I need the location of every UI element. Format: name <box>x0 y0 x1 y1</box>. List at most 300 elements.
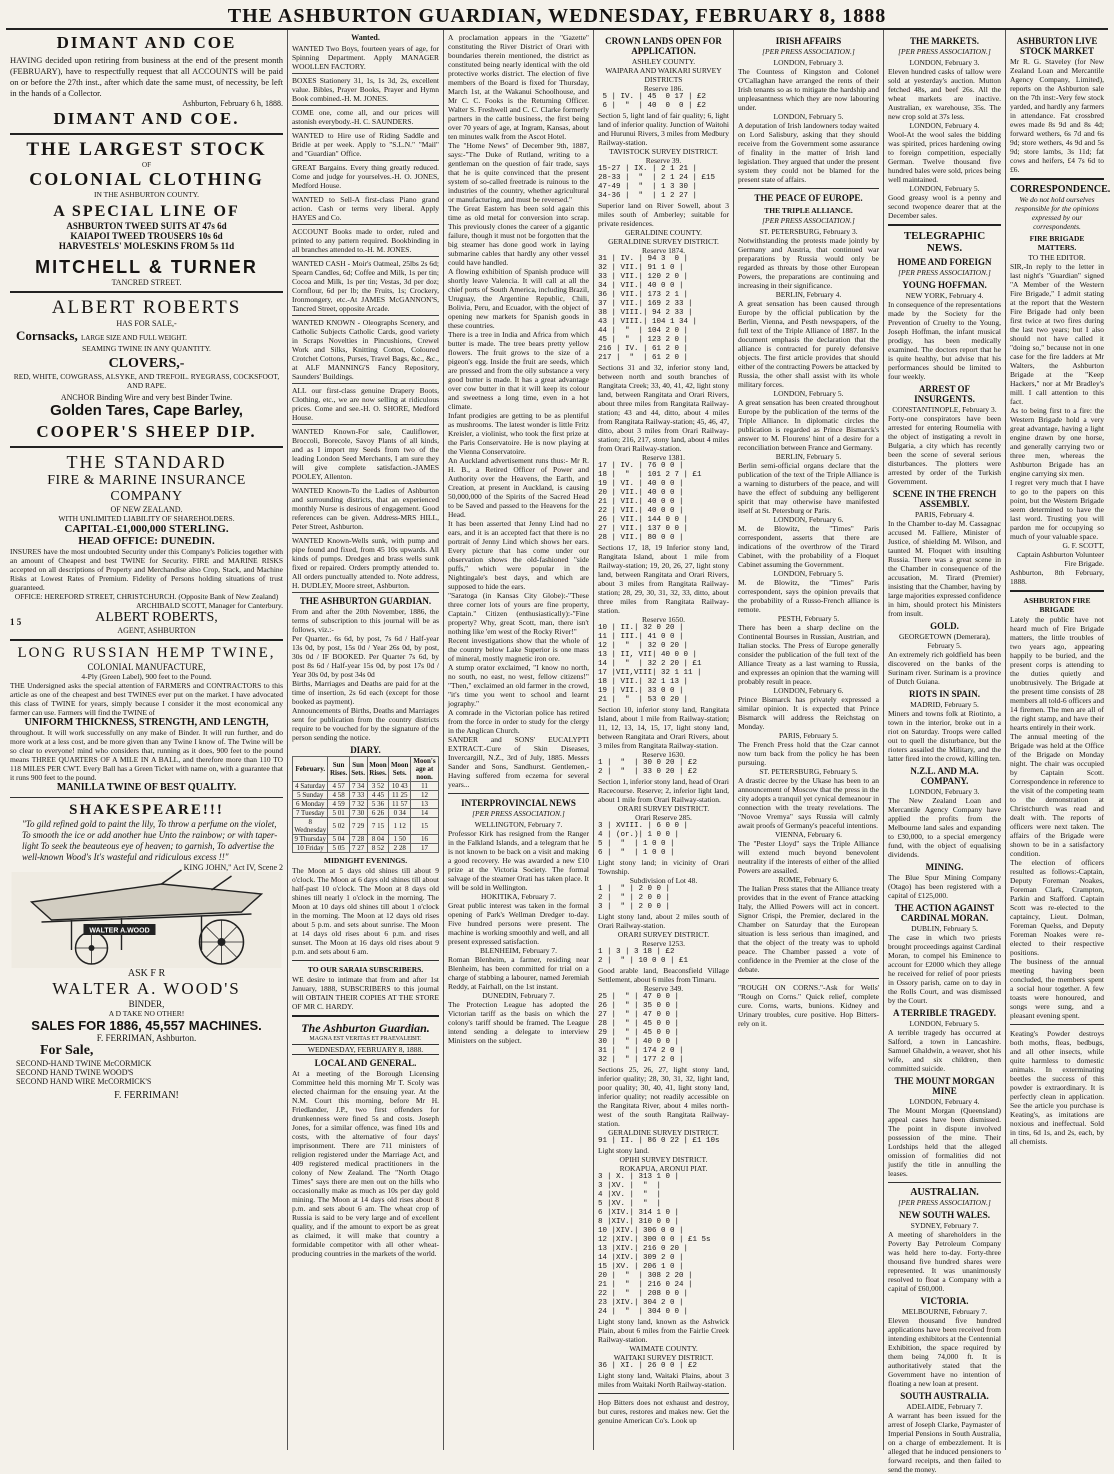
of-label: OF <box>142 160 151 169</box>
news-p16: Roman Blenheim, a farmer, residing near Blenheim, has been committed for trial on a charge of stabbing a labourer, named Jeremiah Reddy, at Fairhall, on the 1st instant. <box>448 955 589 991</box>
dateline-berlin: BERLIN, February 4. <box>775 290 842 299</box>
wanted-heading: Wanted. <box>351 33 380 42</box>
ask-for: ASK F R <box>127 967 166 979</box>
victoria-p15: Eleven thousand five hundred applications have been received from intending exhibitors at the Centennial Exhibition, the space required by them being 74,000 ft. It is authoritatively stated that the Government have no intention of floating a new loan at present. <box>888 1316 1001 1388</box>
of-new-zealand: OF NEW ZEALAND. <box>110 504 183 514</box>
diary-cell: 11 25 <box>389 791 411 800</box>
sa-p16: A warrant has been issued for the arrest of Joseph Clarke, Paymaster of Imperial Pensions in South Australia, on a charge of embezzlement. It is alleged that he induced pensioners to forward receipts, and then failed to send the money. <box>888 1411 1001 1474</box>
ad-oleographs: WANTED KNOWN - Oleographs Scenery, and Catholic Subjects Catholic Cards, good variety in Scraps Novelties in Pincushions, Crewel Work and Silks, Knitting Cotton, Coloured Crotchet Cottons, Purses, Travel Bags, &c., &c., at ALF MANNING'S Fancy Repository, Saunders' Buildings. <box>292 316 439 384</box>
dateline-madrid: MADRID, February 5. <box>910 700 979 709</box>
second-hand-1: SECOND-HAND TWINE McCORMICK <box>16 1058 152 1068</box>
nsw-heading: NEW SOUTH WALES. <box>899 1210 990 1220</box>
diary-cell: 11 <box>411 782 439 791</box>
afb-heading: ASHBURTON FIRE BRIGADE <box>1023 596 1091 614</box>
dateline-dunedin: DUNEDIN, February 7. <box>482 991 555 1000</box>
moran-heading: THE ACTION AGAINST CARDINAL MORAN. <box>894 903 995 923</box>
column-advertisements <box>6 30 288 1450</box>
albert-roberts-agent: ALBERT ROBERTS, <box>95 609 218 625</box>
geraldine-district: GERALDINE SURVEY DISTRICT. <box>608 237 719 246</box>
diary-cell: 7 27 <box>349 844 367 853</box>
nsw-p14: A meeting of shareholders in the Poverty Bay Petroleum Company was held here to-day. Forty-three thousand five hundred shares were represented. It was unanimously resolved to float a Company with a capital of £60,000. <box>888 1230 1001 1293</box>
manilla-twine: MANILLA TWINE OF BEST QUALITY. <box>56 781 237 793</box>
reserve-349: Reserve 349. <box>643 984 684 993</box>
uniform-thickness: UNIFORM THICKNESS, STRENGTH, AND LENGTH, <box>24 716 269 728</box>
diary-table <box>292 756 439 853</box>
cornsacks: Cornsacks, <box>16 327 78 343</box>
diary-row <box>293 782 439 791</box>
rough-on-corns-ad: "ROUGH ON CORNS."-Ask for Wells' "Rough on Corns." Quick relief, complete cure. Corns, warts, bunions. Kidney and Urinary troubles, cure positive. Hop Bitters-rely on it. <box>738 983 879 1028</box>
diary-cell: 10 Friday <box>293 844 328 853</box>
section-note-12: Light stony land, known as the Ashwick Plain, about 6 miles from the Fairlie Creek Railway-station. <box>598 1317 729 1344</box>
moleskins: HARVESTELS' MOLESKINS FROM 5s 11d <box>58 240 235 251</box>
dateline-adelaide: ADELAIDE, February 7. <box>906 1402 983 1411</box>
diary-row <box>293 809 439 818</box>
dateline-london-4: LONDON, February 6. <box>773 515 844 524</box>
ply-label: 4-Ply (Green Label), 900 feet to the Pound. <box>81 671 212 681</box>
column-european-news <box>734 30 884 1450</box>
markets-p1: Eleven hundred casks of tallow were sold at yesterday's auction. Mutton fetched 48s, and beef 26s. All the wheat markets are inactive. Australian, ex warehouse, 35s. The new crop sold at 37s less. <box>888 67 1001 121</box>
peace-p7: M. de Blowitz, the "Times" Paris correspondent, asserts that there are indications of the overthrow of the Tirard Cabinet, with the probability of a Floquet Cabinet assuming the Government. <box>738 524 879 569</box>
reserve-table-1: 5 | IV. | 45 0 17 | £2 6 | " | 40 0 0 | £2 <box>602 93 707 110</box>
diary-heading: DIARY. <box>350 745 381 755</box>
ad-piano: WANTED to Sell-A first-class Piano grand action. Cash or terms very liberal. Apply HAYES and Co. <box>292 193 439 225</box>
sa-heading: SOUTH AUSTRALIA. <box>900 1391 989 1401</box>
dateline-dublin: DUBLIN, February 5. <box>911 924 978 933</box>
diary-cell: 1 50 <box>389 835 411 844</box>
dateline-london-1: LONDON, February 3. <box>773 58 844 67</box>
subscription-rates: Per Quarter.. 6s 6d, by post, 7s 6d / Half-year 13s 0d, by post, 15s 0d / Year 26s 0d, by post, 30s 0d / IF BOOKED. Per Quarter 7s 6d, by post 8s 6d / Half-year 15s 0d, by post 17s 0d / Year 30s 0d, by post 34s 0d <box>292 634 439 679</box>
ad-number: 1 5 <box>10 617 22 627</box>
mount-morgan-p13: The Mount Morgan (Queensland) appeal cases have been dismissed. The point in dispute involved possession of the mine. Their Lordships held that the alleged omission of formalities did not justify the title in annulling the leases. <box>888 1106 1001 1178</box>
ad-account-books: ACCOUNT Books made to order, ruled and printed to any pattern required. Bookbinding in all branches attended to.-H. M. JONES. <box>292 225 439 257</box>
markets-heading: THE MARKETS. <box>909 36 979 46</box>
dateline-london-3: LONDON, February 5. <box>773 389 844 398</box>
ad-great-bargains: GREAT Bargains. Every thing greatly reduced. Come and judge for yourselves.-H. O. JONES, Medford House. <box>292 161 439 193</box>
waitaki-district: WAITAKI SURVEY DISTRICT. <box>613 1353 714 1362</box>
diary-cell: 12 <box>411 791 439 800</box>
dateline-vienna: VIENNA, February 6. <box>774 830 843 839</box>
livestock-p1: Mr R. G. Staveley (for New Zealand Loan and Mercantile Agency Company, Limited), reports on the Ashburton sale on the 7th inst:-Very few stock yarded, and hardly any farmers in attendance. Fat crossbred ewes made 8s 9d and 8s 4d; forward wethers, 6s 7d and 6s 9d; store wethers, 4s 9d and 5s 9d; store lambs, 3s 11d; fat cows and heifers, £4 7s 6d to £6. <box>1010 57 1104 174</box>
ferriman: F. FERRIMAN, Ashburton. <box>96 1032 197 1043</box>
ferriman-sign: F. FERRIMAN! <box>114 1089 179 1101</box>
peace-p12: A drastic decree by the Ukase has been to an announcement of Moscow that the press in the city adopts a tranquil yet cynical demeanour in connection with the treaty revelations. The "Novoe Vremya" says Russia will calmly await proofs of Germany's peaceful intentions. <box>738 776 879 830</box>
diary-cell: 5 Sunday <box>293 791 328 800</box>
agent-ashburton: AGENT, ASHBURTON <box>117 625 196 635</box>
section-note-9: Good arable land, Beaconsfield Village Settlement, about 6 miles from Timaru. <box>598 966 729 984</box>
archibald-scott: ARCHIBALD SCOTT, Manager for Canterbury. <box>136 600 283 610</box>
column-wanted <box>288 30 444 1450</box>
ad-nurse: WANTED Known-To the Ladies of Ashburton and surrounding districts, that an experienced monthly Nurse is desirous of engagement. Good references can be given. Address-MRS HILL, Peter Street, Ashburton. <box>292 484 439 534</box>
local-general-text: At a meeting of the Borough Licensing Committee held this morning Mr T. Scoly was elected chairman for the ensuing year. At the N.M. Court this morning, before Mr H. Friedlander, J.P., two first offenders for drunkenness were fined 5s and costs. Joseph Jones, for a similar offence, was fined 10s and costs, with the alternative of four days' imprisonment. There are 711 ministers of religion registered under the Marriage Act, and 409 registered medical practitioners in the colony of New Zealand. The "North Otago Times" says there are men out on the hills who occasionally make as much as 10s per day gold mining. The Moon at 14 days old rises about 8 p.m. and sets about 6 am. The wheat crop of Russia is said to be very large and of excellent quality, and if the amount to export be as great as claimed, it will make that country a formidable competitor with all other wheat-producing countries in the markets of the world. <box>292 1069 439 1258</box>
ad-wells: WANTED Known-Wells sunk, with pump and pipe found and fixed, from 45 10s upwards. All kinds of pumps. Dredges and brass wells sunk fixed or repaired. Orders promptly attended to. All orders punctually attended to. Note address, H. DUDLEY, Moore street, Ashburton. <box>292 534 439 593</box>
peace-p4: A great sensation has been caused through Europe by the official publication by the Berlin, Vienna, and Pesth newspapers, of the full text of the Triple Alliance of 1887. In the document emphasis the declaration that the alliance is contracted for purely defensive objects. The first article provides that should either of the contracting Powers be attacked by Russia, the other shall assist with its whole military forces. <box>738 299 879 389</box>
correspondence-note: We do not hold ourselves responsible for the opinions expressed by our correspondents. <box>1015 195 1099 231</box>
unlimited-liability: WITH UNLIMITED LIABILITY OF SHAREHOLDERS. <box>58 513 235 523</box>
scene-p6: In the Chamber to-day M. Cassagnac accused M. Falliere, Minister of Justice, of shielding M. Wilson, and taunted M. Floquet with insulting Russia. There was a great scene in the Chamber in consequence of the accusation, M. Tirard (Premier) insisting that the Chamber, having by large majorities expressed confidence in him, should protect his Ministers from insult. <box>888 519 1001 618</box>
notices-text: Births, Marriages and Deaths are paid for at the time of insertion, 2s 6d each (except for those booked as payment). <box>292 679 439 706</box>
dateline-berlin-2: BERLIN, February 5. <box>775 452 842 461</box>
diary-cell: 7 33 <box>349 791 367 800</box>
golden-tares: Golden Tares, Cape Barley, <box>50 401 243 419</box>
orari-district-2: ORARI SURVEY DISTRICT. <box>617 930 710 939</box>
fire-marine-heading: FIRE & MARINE INSURANCE COMPANY <box>47 472 246 504</box>
peace-p10: Prince Bismarck has privately expressed a similar opinion. It is expected that Prince Bismarck will address the Reichstag on Monday. <box>738 695 879 731</box>
news-p14: Professor Kirk has resigned from the Ranger in the Falkland Islands, and a telegram that he is not known to be back on a visit and making a good recovery. He was awarded a new £10 prize at the Victoria Society. The formal salvage of the steamer Orati has taken place. It will be sold in Wellington. <box>448 829 589 892</box>
reserve-table-13: 36 | XI. | 26 0 0 | £2 <box>598 1362 698 1370</box>
insurance-notice: INSURES have the most undoubted Security under this Company's Policies together with an amount of Cheapest and best TWINE for Security. FIRE and MARINE RISKS accepted on all descriptions of Property and Merchandise also Crop, Stack, and Machine Risks at Lowest Rates of Premium. Fidelity of Persons holding situations of trust guaranteed. <box>10 546 283 592</box>
standard-heading: THE STANDARD <box>66 451 227 472</box>
irish-p1: The Countess of Kingston and Colonel O'Callaghan have arranged the rents of their Irish tenants so as to mitigate the hardship and unpleasantness which they are now labouring under. <box>738 67 879 112</box>
dimant-date: Ashburton, February 6 h, 1888. <box>182 99 283 108</box>
dateline-london-mm: LONDON, February 4. <box>909 1097 980 1106</box>
diary-cell: 8 52 <box>367 844 389 853</box>
diary-column-header: February. <box>293 757 328 782</box>
reserve-285: Orari Reserve 285. <box>635 813 692 822</box>
diary-row <box>293 818 439 835</box>
interprovincial-sub: [PER PRESS ASSOCIATION.] <box>472 809 565 818</box>
mitchell-turner: MITCHELL & TURNER <box>35 256 258 277</box>
diary-cell: 14 <box>411 809 439 818</box>
news-p7: An Auckland advertisement runs thus:- Mr R. H. B., a Retired Officer of Power and Authority over the Heavens, the Earth, and Creation, at present in Auckland, is causing 50,000,000 of the Spirits of the Sacred Head to be Saved and passed to the Heavens for the Head. <box>448 456 589 519</box>
peace-p3: Notwithstanding the protests made jointly by Germany and Austria, that continued war preparations by Russia would only be regarded as threats by those other European Powers, the preparations are continuing and increasing in their significance. <box>738 236 879 290</box>
peace-p5: A great sensation has been created throughout Europe by the publication of the terms of the Triple Alliance. In diplomatic circles the publication is regarded as Prince Bismarck's answer to M. Flourens' hint of a desire for a reconciliation between France and Germany. <box>738 398 879 452</box>
mining-p10: The Blue Spur Mining Company (Otago) has been registered with a capital of £125,000. <box>888 873 1001 900</box>
cornsacks-sub: LARGE SIZE AND FULL WEIGHT. <box>81 333 187 342</box>
letter-p4: I regret very much that I have to go to the papers on this point, but the Western Brigade seem determined to have the last word. Trusting you will pardon me for occupying so much of your valuable space. <box>1010 478 1104 541</box>
section-note-10: Sections 25, 26, 27, light stony land, inferior quality; 28, 30, 31, 32, light land, poor quality; 30, 40, 41, light stony land, inferior quality; not readily accessible on the Rangitata River, about 4 miles north-west of the south Rangitata Railway-station. <box>598 1065 729 1128</box>
clovers-list: RED, WHITE, COWGRASS, ALSYKE, AND TREFOIL. RYEGRASS, COCKSFOOT, AND RAPE. <box>13 371 280 390</box>
dateline-london-5: LONDON, February 5. <box>773 569 844 578</box>
letter-signature: G. F. SCOTT, <box>1062 541 1104 550</box>
tweed-suits: ASHBURTON TWEED SUITS AT 47s 6d <box>66 220 227 231</box>
peace-p14: The Italian Press states that the Alliance treaty provides that in the event of France attacking Italy, the Allied Powers will act in concert. Signor Crispi, the Premier, declared in the Chamber on Saturday that the European situation is less serious than imagined, and that the object of the treaty was to uphold peace. The Chamber passed a vote of confidence in the Premier at the close of the debate. <box>738 884 879 974</box>
mount-morgan-heading: THE MOUNT MORGAN MINE <box>894 1076 995 1096</box>
moran-p11: The case in which two priests brought proceedings against Cardinal Moran, to compel his Eminence to account for £2000 which they allege he received for relief of poor priests in Ossory parish, came on to day in the Rolls Court, and was dismissed by the Court. <box>888 933 1001 1005</box>
dateline-hokitika: HOKITIKA, February 7. <box>481 892 556 901</box>
reserve-table-5: 10 | II.| 32 0 20 | 11 | III.| 41 0 0 | 12 | " | 32 0 20 | 13 | II, VII| 40 0 0 | 14 | " | 32 2 20 | £1 17 |VII,VIII| 32 1 11 | 18 | VII.| 32 1 13 | 19 | VII.| 33 0 0 | 21 | " | 53 0 20 | <box>598 624 702 704</box>
diary-cell: 5 36 <box>367 800 389 809</box>
dateline-pesth: PESTH, February 5. <box>777 614 840 623</box>
news-p15: Great public interest was taken in the formal opening of Park's Wellman Dredger to-day. Five hundred persons were present. The machine is working smoothly and well, and all present expressed satisfaction. <box>448 901 589 946</box>
for-sale: For Sale, <box>40 1042 94 1058</box>
paper-date: WEDNESDAY, FEBRUARY 8, 1888. <box>292 1044 439 1055</box>
ashley-county: ASHLEY COUNTY. <box>631 57 696 66</box>
news-p8: It has been asserted that Jenny Lind had no ears, and it is an accepted fact that there is no portrait of Jenny Lind which shows her ears. Every picture that has come under our observation shows the old-fashioned "side puffs," which were popular in the Nightingale's best days, and which are supposed to hide the ears. <box>448 519 589 591</box>
colonial-manufacture: COLONIAL MANUFACTURE, <box>87 661 206 672</box>
diary-cell: 5 01 <box>328 809 349 818</box>
binder-label: BINDER, <box>128 998 165 1009</box>
paper-motto: MAGNA EST VERITAS ET PRAEVALEBIT. <box>309 1036 422 1042</box>
dateline-newyork: NEW YORK, February 4. <box>905 291 984 300</box>
diary-column-header: Moon's age at noon. <box>411 757 439 782</box>
afb-p5: Lately the public have not heard much of Fire Brigade matters, the little troubles of two years ago, appearing happily to be buried, and the present corps is attending to the duties quietly and unobtrusively. The Brigade at the present time consists of 28 members all told-6 officers and 14 firemen. The men are all of the right stamp, and have their hearts entirely in their work. <box>1010 615 1104 732</box>
markets-dateline-3: LONDON, February 5. <box>909 184 980 193</box>
gold-p7: An extremely rich goldfield has been discovered on the banks of the Surinam river. Surinam is a province of Dutch Guiana. <box>888 650 1001 686</box>
ad-drapery: ALL our first-class genuine Drapery Boots, Clothing, etc., we are now selling at ridiculous prices. Come and see.-H. O. SHORE, Medford House. <box>292 384 439 425</box>
local-general-heading: LOCAL AND GENERAL. <box>314 1058 417 1068</box>
diary-cell: 10 43 <box>389 782 411 791</box>
dateline-petersburg-2: ST. PETERSBURG, February 5. <box>759 767 858 776</box>
afb-p8: The business of the annual meeting having been concluded, the members spent a social hour together. A few toasts were honoured, and songs were sung, and a pleasant evening spent. <box>1010 957 1104 1020</box>
diary-cell: 5 05 <box>328 844 349 853</box>
reserve-table-6: 1 | " | 30 0 20 | £2 2 | " | 33 0 20 | £2 <box>598 759 698 776</box>
dateline-london-nzl: LONDON, February 3. <box>909 787 980 796</box>
opihi-district: OPIHI SURVEY DISTRICT. <box>619 1155 708 1164</box>
coopers-sheep-dip: COOPER'S SHEEP DIP. <box>36 421 257 441</box>
masthead: THE ASHBURTON GUARDIAN, WEDNESDAY, FEBRUARY 8, 1888 <box>6 4 1108 30</box>
dateline-georgetown: GEORGETOWN (Demerara), February 5. <box>898 632 991 650</box>
diary-cell: 8 04 <box>367 835 389 844</box>
section-note-13: Light stony land, Waitaki Plains, about 3 miles from Waitaki North Railway-station. <box>598 1371 729 1389</box>
arrest-p5: Forty-one conspirators have been arrested for entering Roumelia with the object of instigating a revolt in Bulgaria, a city which has recently been the scene of several serious disturbances. The plotters were arrested by order of the Turkish Government. <box>888 414 1001 486</box>
capital: CAPITAL-£1,000,000 STERLING. <box>64 522 229 535</box>
diary-cell: 4 Saturday <box>293 782 328 791</box>
australian-sub: [PER PRESS ASSOCIATION.] <box>898 1198 991 1207</box>
ad-two-boys: WANTED Two Boys, fourteen years of age, for Spinning Department. Apply MANAGER WOOLLEN FACTORY. <box>292 42 439 74</box>
dimant-signature: DIMANT AND COE. <box>53 108 240 128</box>
special-line-heading: A SPECIAL LINE OF <box>53 202 240 220</box>
waimate-county: WAIMATE COUNTY. <box>629 1344 698 1353</box>
second-hand-3: SECOND HAND WIRE McCORMICK'S <box>16 1076 152 1086</box>
gold-heading: GOLD. <box>930 621 959 631</box>
diary-cell: 17 <box>411 844 439 853</box>
twine-throughout: throughout. It will work successfully on any make of Binder. It will run further, and do more work at a less cost, and be more given than any Twine I know of. The Twine will be so clear to everyone! mind who considers that, running as it does, 900 feet to the pound means THREE QUARTERS OF A MILE IN A BALL, and therefore more than 110 TO 118 MILES PER CWT. Every Ball has a Green Ticket with name on, with a guarantee that it runs 900 feet to the pound. <box>10 727 283 782</box>
reserve-table-9: 1 | 3 | 3 18 | £2 2 | " | 10 0 0 | £1 <box>598 948 689 965</box>
section-note-2: Superior land on River Sowell, about 3 miles south of Amberley; suitable for private residences. <box>598 201 729 228</box>
tragedy-p12: A terrible tragedy has occurred at Salford, a town in Lancashire. Samuel Ghaldwin, a weaver, shot his wife, and six children, then committed suicide. <box>888 1028 1001 1073</box>
king-john: KING JOHN," Act IV, Scene 2 <box>183 862 283 872</box>
reserve-186: Reserve 186. <box>643 84 684 93</box>
reserve-table-11: 91 | II. | 86 0 22 | £1 10s <box>598 1137 720 1145</box>
dateline-wellington: WELLINGTON, February 7. <box>474 820 563 829</box>
nzl-p9: The New Zealand Loan and Mercantile Agency Company have applied the profits from the Melbourne land sales and expanding to £30,000, to a special emergency fund, with the object of equalising dividends. <box>888 796 1001 859</box>
afb-p6: The annual meeting of the Brigade was held at the Office of the Brigade on Monday night. The chair was occupied by Captain Scott. Correspondence in reference to the visit of the competing team to the demonstration at Christchurch was read and dealt with. The reports of officers were next taken. The affairs of the Brigade were shown to be in a satisfactory condition. <box>1010 732 1104 858</box>
interprovincial-heading: INTERPROVINCIAL NEWS <box>461 798 576 808</box>
markets-dateline-1: LONDON, February 3. <box>909 58 980 67</box>
sales-machines: SALES FOR 1886, 45,557 MACHINES. <box>31 1017 262 1033</box>
paper-title: The Ashburton Guardian. <box>301 1021 430 1035</box>
reserve-table-3: 31 | IV. | 94 3 0 | 32 | VII.| 91 1 0 | 33 | VII.| 120 2 0 | 34 | VII.| 40 0 0 | 36 | VII.| 173 2 1 | 37 | VII.| 169 2 33 | 38 | VIII.| 94 2 33 | 43 | VIII.| 104 1 34 | 44 | " | 104 2 0 | 45 | " | 123 2 0 | 216 | IV. | 61 2 0 | 217 | " | 61 2 0 | <box>598 255 698 362</box>
walter-wood-heading: WALTER A. WOOD'S <box>52 978 241 998</box>
reserve-arowhenua: ROKAPUA, ARONUI PIAT. <box>619 1164 708 1173</box>
news-p13: SANDER and SONS' EUCALYPTI EXTRACT.-Cure of Skin Diseases, Invercargill, N.Z., 3rd of July, 1885. Messrs Sander and Sons, Sandhurst. Gentlemen,-Having suffered from eczema for several years... <box>448 735 589 789</box>
shakespeare-heading: SHAKESPEARE!!! <box>69 801 224 818</box>
diary-column-header: Sun Sets. <box>349 757 367 782</box>
machine-label: WALTER A.WOOD <box>89 927 150 934</box>
news-p10: Recent investigations show that the whole of the country below Lake Superior is one mass of mineral, mostly magnetic iron ore. <box>448 636 589 663</box>
geraldine-county: GERALDINE COUNTY. <box>625 228 702 237</box>
peace-p8: M. de Blowitz, the "Times" Paris correspondent, says the opinion prevails that the probability of a Russo-French alliance is remote. <box>738 578 879 614</box>
peace-p6: Berlin semi-official organs declare that the publication of the text of the Triple Alliance is a warning to disturbers of the peace, and will have the effect of subduing any belligerent spirit that may otherwise have manifested itself at St. Petersburg or Paris. <box>738 461 879 515</box>
peace-p11: The French Press hold that the Czar cannot now turn back from the policy he has been pursuing. <box>738 740 879 767</box>
reserve-table-12: 3 | X. | 313 1 0 | 3 |XV. | " | 4 |XV. | " | 5 |XV. | " | 6 |XIV.| 314 1 0 | 8 |XIV.| 310 0 0 | 10 |XIV.| 306 0 0 | 12 |XIV.| 300 0 0 | £1 5s 13 |XIV.| 216 0 20 | 14 |XIV.| 309 2 0 | 15 |XV. | 206 1 0 | 20 | " | 308 2 20 | 21 | " | 216 0 24 | 22 | " | 208 0 0 | 23 |XIV.| 304 2 0 | 24 | " | 304 0 0 | <box>598 1173 711 1316</box>
reserve-1630: Reserve 1630. <box>642 750 685 759</box>
dimant-notice: HAVING decided upon retiring from business at the end of the present month (FEBRUARY), have to respectfully request that all ACCOUNTS will be paid on or before the 27th inst., after which date the same must, of necessity, be left in the hands of a Collector. <box>10 55 283 98</box>
russian-hemp-heading: LONG RUSSIAN HEMP TWINE, <box>17 644 276 661</box>
orari-district: ORARI SURVEY DISTRICT. <box>617 804 710 813</box>
diary-cell: 7 28 <box>349 835 367 844</box>
letter-date: Ashburton, 8th February, 1888. <box>1010 568 1104 586</box>
subscribers-text: WE desire to intimate that from and after 1st January, 1888, SUBSCRIBERS to this journal will OBTAIN THEIR COPIES AT THE STORE OF MR C. HARDY. <box>292 975 439 1011</box>
diary-cell: 7 32 <box>349 800 367 809</box>
seaming-twine: SEAMING TWINE IN ANY QUANTITY. <box>82 343 211 353</box>
dateline-paris: PARIS, February 5. <box>779 731 838 740</box>
colonial-clothing-heading: COLONIAL CLOTHING <box>29 168 264 189</box>
diary-cell: 7 29 <box>349 818 367 835</box>
ad-wanted-cash: WANTED CASH - Moir's Oatmeal, 25lbs 2s 6d; Spearn Candles, 6d; Coffee and Milk, 1s per tin; Cocoa and Milk, 1s per tin; Vestas, 3d per doz; Cornflour, 6d per lb; the Fruits, 1s; Crockery, Ironmongery, etc.-At JAMES McGANNON'S, Tancred Street, opposite Arcade. <box>292 257 439 316</box>
victoria-heading: VICTORIA. <box>920 1296 969 1306</box>
hop-bitters-ad: Hop Bitters does not exhaust and destroy, but cures, restores and makes new. Get the genuine American Co's. Look up <box>598 1398 729 1425</box>
reserve-1874: Reserve 1874. <box>642 246 685 255</box>
diary-cell: 5 04 <box>328 835 349 844</box>
section-note-6: Section 1, inferior stony land, head of Orari Racecourse. Reserve; 2, inferior light land, about 1 mile from Orari Railway-station. <box>598 777 730 804</box>
has-for-sale: HAS FOR SALE,- <box>116 318 177 328</box>
reserve-1650: Reserve 1650. <box>642 615 685 624</box>
diary-cell: 16 <box>411 835 439 844</box>
second-hand-2: SECOND HAND TWINE WOOD'S <box>16 1067 134 1077</box>
diary-column-header: Moon Sets. <box>389 757 411 782</box>
largest-stock-heading: THE LARGEST STOCK <box>26 138 267 160</box>
section-note-3: Sections 31 and 32, inferior stony land, between north and south branches of Rangitata Creek; 33, 40, 41, 42, light stony land, between Rangitata and Orari Rivers, about three miles from Rangitata Railway-station; 43 and 44, ditto, about 4 miles from Rangitata Railway-station; 45, 46, 47, ditto, about 3 miles from Orari Railway-station; 216, 217, stony land, about 4 miles from Orari Railway-station. <box>598 363 729 453</box>
dateline-constantinople: CONSTANTINOPLE, February 3. <box>892 405 997 414</box>
news-p6: Infant prodigies are getting to be as plentiful as mushrooms. The latest wonder is little Fritz Kreisler, a violinist, who took the first prize at the Paris Conservatoire. He is now playing at the Vienna Conservatoire. <box>448 411 589 456</box>
county-label: IN THE ASHBURTON COUNTY. <box>94 189 199 199</box>
anchor-binding: ANCHOR Binding Wire and very best Binder Twine. <box>60 392 233 402</box>
telegraphic-heading: TELEGRAPHIC NEWS. <box>903 230 986 254</box>
australian-heading: AUSTRALIAN. <box>910 1187 979 1198</box>
fire-brigade-matters: FIRE BRIGADE MATTERS. <box>1029 234 1085 252</box>
diary-cell: 7 Tuesday <box>293 809 328 818</box>
reserve-39: Reserve 39. <box>645 156 682 165</box>
binder-machine-illustration <box>10 872 283 968</box>
ad-come-one: COME one, come all, and our prices will astonish everybody.-H. C. SAUNDERS. <box>292 106 439 129</box>
diary-cell: 2 28 <box>389 844 411 853</box>
subdivision: Subdivision of Lot 48. <box>629 876 698 885</box>
news-p9: "Saratoga (in Kansas City Globe):-"These three corner lots of yours are fine property, Captain." Citizen (enthusiastically):-"Fine property? Why, great Scott, man, there isn't nothing like 'em west of the Rocky River!" <box>448 591 589 636</box>
reserve-1253: Reserve 1253. <box>642 939 685 948</box>
markets-sub: [PER PRESS ASSOCIATION.] <box>898 47 991 56</box>
reserve-table-7: 3 | XVIII. | 6 0 0 | 4 | (or.)| 1 0 0 | 5 | " | 1 0 0 | 6 | " | 1 0 0 | <box>598 822 689 857</box>
dateline-petersburg: ST. PETERSBURG, February 3. <box>759 227 858 236</box>
column-news <box>444 30 594 1450</box>
diary-row <box>293 835 439 844</box>
news-p17: The Protection League has adopted the Victorian tariff as the basis on which the colony's tariff should be framed. The League intend sending a delegate to interview Ministers on the subject. <box>448 1000 589 1045</box>
keatings-ad: Keating's Powder destroys both moths, fleas, bedbugs, and all other insects, while quite harmless to domestic animals. In exterminating beetles the success of this powder is extraordinary. It is perfectly clean in application. See the article you purchase is Keating's, as imitations are noxious and ineffectual. Sold in tins, 6d 1s, and 2s, each, by all chemists. <box>1010 1029 1104 1146</box>
diary-cell: 9 Thursday <box>294 835 327 843</box>
waipara-district: WAIPARA AND WAIKARI SURVEY DISTRICTS <box>605 66 722 84</box>
dateline-sydney: SYDNEY, February 7. <box>910 1221 979 1230</box>
dateline-paris-2: PARIS, February 4. <box>915 510 974 519</box>
to-editor: TO THE EDITOR. <box>1028 253 1086 262</box>
dateline-blenheim: BLENHEIM, February 7. <box>479 946 558 955</box>
news-p4: A flowing exhibition of Spanish produce will shortly leave Valencia. It will call at all the chief ports of South America, including Brazil, Uruguay, the Argentine Republic, Chili, Bolivia, Peru, and Ecuador, with the object of opening new markets for Spanish goods in these countries. <box>448 267 589 330</box>
reserve-1381: Reserve 1381. <box>642 453 685 462</box>
news-p11: A stump orator exclaimed, "I know no north, no south, no east, no west, fellow citizens!" "Then," exclaimed an old farmer in the crowd, "it's time you went to school and learnt jography." <box>448 663 589 708</box>
markets-p2: Wool-At the wool sales the bidding was spirited, prices hardening owing to foreign competition, especially German. Twelve thousand five hundred bales were sold, prices being well maintained. <box>888 130 1001 184</box>
section-note-1: Section 5, light land of fair quality; 6, light land of inferior quality. Junction of Waitohi and Hurunui Rivers, 3 miles from Medbury Railway-station. <box>598 111 729 147</box>
dateline-melbourne: MELBOURNE, February 7. <box>902 1307 987 1316</box>
head-office: HEAD OFFICE: DUNEDIN. <box>78 534 215 547</box>
take-no-other: A D TAKE NO OTHER! <box>108 1008 185 1018</box>
tavistock-district: TAVISTOCK SURVEY DISTRICT. <box>609 147 718 156</box>
letter-p2: SIR,-In reply to the letter in last night's "Guardian" signed "A Member of the Western Fire Brigade," I admit stating at the report that the Western Fire Brigade had only been first twice at two fires during the last two years; but I also should not have called it "doing so," because not in one case for the fire ladders at Mr Walters, the Ashburton Brigade at the "Keep Hackers," nor at Mr Bradley's mill. I call attention to this fact. <box>1010 262 1104 406</box>
hoffman-heading: YOUNG HOFFMAN. <box>902 280 987 290</box>
section-note-7: Light stony land; in vicinity of Orari Township. <box>598 858 729 876</box>
peace-p13: The "Pester Lloyd" says the Triple Alliance will extend much beyond benevolent neutrality if the interests of either of the allied Powers are assailed. <box>738 839 879 875</box>
reserve-table-2: 15-27 | IX. | 2 1 21 | 28-33 | " | 2 1 24 | £15 47-49 | " | 1 3 30 | 34-36 | " | 1 2 27 | <box>598 165 716 200</box>
twine-notice: THE Undersigned asks the special attention of FARMERS and CONTRACTORS to this article as one of the cheapest and best TWINES ever put on the market. I have advocated this class of TWINE for years, simply because I consider it the most economical any farmer can use. Farmers will find the TWINE of <box>10 680 283 717</box>
column-telegraphic <box>884 30 1006 1474</box>
section-note-11: Light stony land. <box>598 1146 650 1155</box>
diary-row <box>293 791 439 800</box>
irish-affairs-heading: IRISH AFFAIRS <box>775 36 842 46</box>
reserve-table-8: 1 | " | 2 0 0 | 2 | " | 2 0 0 | 3 | " | 2 0 0 | <box>598 885 671 911</box>
dateline-rome: ROME, February 6. <box>778 875 839 884</box>
diary-cell: 4 45 <box>367 791 389 800</box>
geraldine-district-2: GERALDINE SURVEY DISTRICT. <box>608 1128 719 1137</box>
markets-p3: Good greasy wool is a penny and second twopence dearer that at the December sales. <box>888 193 1001 220</box>
diary-cell: 5 02 <box>328 818 349 835</box>
diary-cell: 4 59 <box>328 800 349 809</box>
albert-roberts-heading: ALBERT ROBERTS <box>51 296 242 318</box>
scene-heading: SCENE IN THE FRENCH ASSEMBLY. <box>892 489 997 509</box>
news-p12: A comrade in the Victorian police has retired from the force in order to study for the clergy in the Anglican Church. <box>448 708 589 735</box>
arrest-heading: ARREST OF INSURGENTS. <box>914 384 975 404</box>
column-crown-lands <box>594 30 734 1450</box>
diary-cell: 7 15 <box>367 818 389 835</box>
irish-p2: A deputation of Irish landowners today waited on Lord Salisbury, asking that they should receive from the Government some assurance of finality in the matter of Irish land legislation. They argued that under the present system they could not be blamed for the present state of affairs. <box>738 121 879 184</box>
crown-lands-heading: CROWN LANDS OPEN FOR APPLICATION. <box>605 36 722 56</box>
diary-cell: 7 30 <box>349 809 367 818</box>
livestock-heading: ASHBURTON LIVE STOCK MARKET <box>1016 36 1098 56</box>
dimant-title: DIMANT AND COE <box>56 33 237 52</box>
reserve-table-4: 17 | IV. | 76 0 0 | 18 | " | 101 2 7 | £1 19 | VI. | 40 0 0 | 20 | VII.| 40 0 0 | 21 | VII.| 40 0 0 | 22 | VII.| 40 0 0 | 26 | VII.| 144 0 0 | 27 | VII.| 137 0 0 | 28 | VII.| 80 0 0 | <box>598 462 702 542</box>
peace-p9: There has been a sharp decline on the Continental Bourses in Russian, Austrian, and Italian stocks. The Press of Europe generally consider the publication of the full text of the Alliance Treaty as a last warning to Russia, and expresses an opinion that the warning will probably result in peace. <box>738 623 879 686</box>
reserve-table-10: 25 | " | 47 0 0 | 26 | " | 35 0 0 | 27 | " | 47 0 0 | 28 | " | 45 0 0 | 29 | " | 45 0 0 | 30 | " | 40 0 0 | 31 | " | 174 2 0 | 32 | " | 177 2 0 | <box>598 993 684 1064</box>
tragedy-heading: A TERRIBLE TRAGEDY. <box>892 1008 997 1018</box>
diary-cell: 3 52 <box>367 782 389 791</box>
diary-row <box>293 800 439 809</box>
dateline-london-2: LONDON, February 5. <box>773 112 844 121</box>
midnight-heading: MIDNIGHT EVENINGS. <box>323 856 408 865</box>
diary-cell: 4 57 <box>328 782 349 791</box>
diary-cell: 7 34 <box>349 782 367 791</box>
ad-stationery: BOXES Stationery 31, 1s, 1s 3d, 2s, excellent value. Bibles, Prayer Books, Prayer and Hymn Book combined.-H. M. JONES. <box>292 74 439 106</box>
riots-p8: Miners and towns folk at Riotinto, a town in the interior, broke out in a riot on Saturday. Troops were called out to quell the disturbance, but the rioters assailed the Military, and the latter fired into the crowd, killing ten. <box>888 709 1001 763</box>
subscribers-heading: TO OUR SARAIA SUBSCRIBERS. <box>307 965 424 974</box>
diary-cell: 4 58 <box>328 791 349 800</box>
peace-europe-heading: THE PEACE OF EUROPE. <box>754 193 863 203</box>
diary-cell: 8 Wednesday <box>294 818 327 834</box>
riots-heading: RIOTS IN SPAIN. <box>908 689 981 699</box>
diary-cell: 11 57 <box>389 800 411 809</box>
news-p3: The Great Eastern has been sold again this time as old metal for conversion into scrap. This previously clones the career of a gigantic failure, though it must not be forgotten that the big steamer has done good work in laying submarine cables that hardly any other vessel could have handled. <box>448 204 589 267</box>
dateline-london-tragedy: LONDON, February 5. <box>909 1019 980 1028</box>
hoffman-p4: In consequence of the representations made by the Society for the Prevention of Cruelty to the Young, Joseph Hoffman, the infant musical prodigy, has been medically examined. The doctors report that he is quite healthy, but advise that his performances should be limited to four weekly. <box>888 300 1001 381</box>
letter-captain: Captain Ashburton Volunteer Fire Brigade. <box>1016 550 1104 568</box>
home-foreign-heading: HOME AND FOREIGN <box>897 257 992 267</box>
ad-hire-saddle: WANTED to Hire use of Riding Saddle and Bridle at per week. Apply to "S.L.N." "Mail" and "Guardian" Office. <box>292 129 439 161</box>
diary-cell: 1 12 <box>389 818 411 835</box>
home-foreign-sub: [PER PRESS ASSOCIATION.] <box>898 268 991 277</box>
moon-text: The Moon at 5 days old shines till about 9 o'clock. The Moon at 6 days old shines till about half-past 10 o'clock. The Moon at 8 days old shines till nearly 1 o'clock in the morning. The Moon at 10 days old shines till about 1 o'clock in the morning. The Moon at 12 days old rises about 5 p.m. and sets about sunrise. The Moon at 14 days old rises about 6 p.m. and rises sunset. The Moon at 16 days old rises about 9 p.m. and sets about 6 am. <box>292 866 439 956</box>
dateline-london-6: LONDON, February 6. <box>773 686 844 695</box>
triple-alliance-heading: THE TRIPLE ALLIANCE. <box>764 206 853 215</box>
terms-text: From and after the 20th November, 1886, the terms of subscription to this journal will be as follows, viz.:- <box>292 607 439 634</box>
tweed-trousers: KAIAPOI TWEED TROUSERS 10s 6d <box>70 230 223 241</box>
peace-sub: [PER PRESS ASSOCIATION.] <box>762 216 855 225</box>
correspondence-heading: CORRESPONDENCE. <box>1010 184 1111 195</box>
